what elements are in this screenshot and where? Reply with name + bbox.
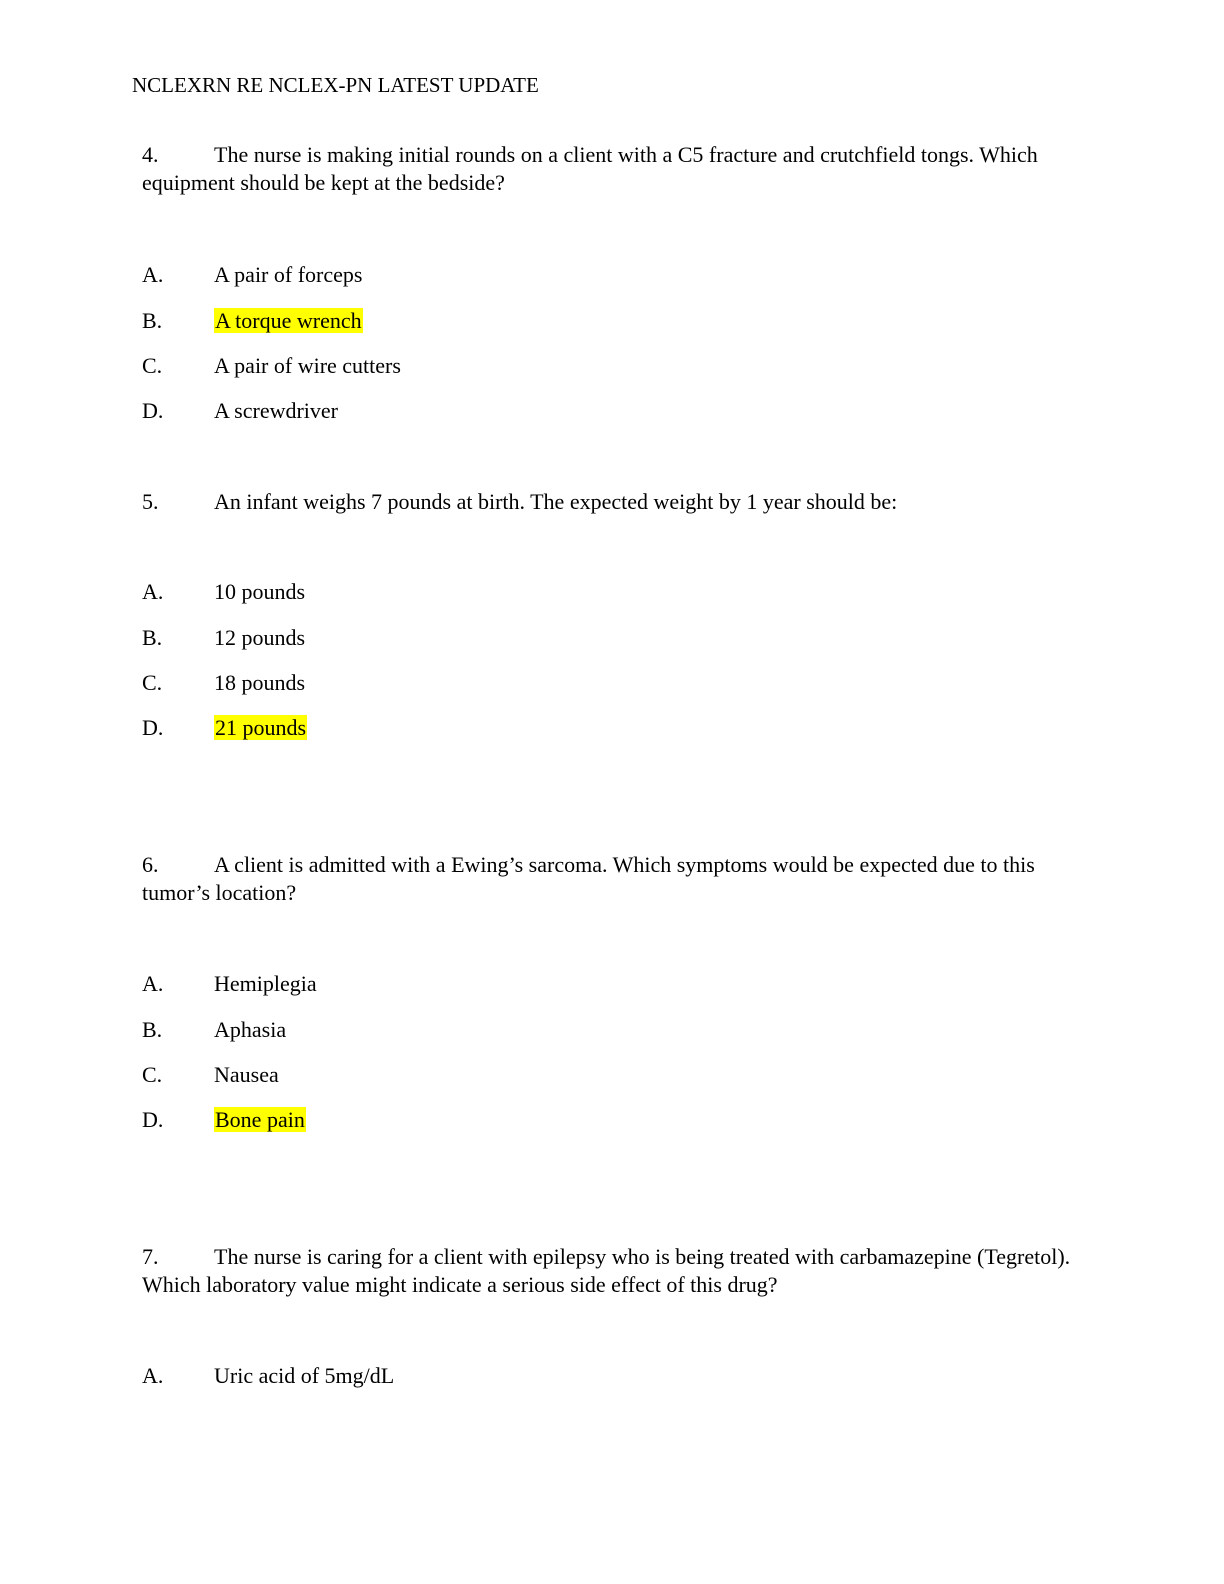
option-text: A screwdriver bbox=[214, 398, 339, 423]
question-body: An infant weighs 7 pounds at birth. The expected weight by 1 year should be: bbox=[214, 489, 898, 514]
page-header: NCLEXRN RE NCLEX-PN LATEST UPDATE bbox=[132, 73, 539, 97]
question-6 bbox=[142, 851, 1082, 907]
question-body: A client is admitted with a Ewing’s sarcoma. Which symptoms would be expected due to this tumor’s location? bbox=[142, 852, 1035, 905]
option-6b bbox=[142, 1016, 286, 1044]
option-text: A pair of wire cutters bbox=[214, 353, 401, 378]
option-5a bbox=[142, 578, 305, 606]
option-letter: B. bbox=[142, 1017, 163, 1042]
question-body: The nurse is caring for a client with epilepsy who is being treated with carbamazepine (Tegretol). Which laboratory value might indicate a serious side effect of this drug? bbox=[142, 1244, 1071, 1297]
option-text-highlighted: A torque wrench bbox=[215, 308, 362, 333]
option-text: 12 pounds bbox=[214, 625, 306, 650]
option-6a bbox=[142, 970, 317, 998]
option-text: Uric acid of 5mg/dL bbox=[214, 1363, 395, 1388]
option-text: 18 pounds bbox=[214, 670, 306, 695]
option-letter: D. bbox=[142, 715, 164, 740]
option-5d bbox=[142, 714, 307, 742]
option-5c bbox=[142, 669, 305, 697]
question-text bbox=[142, 851, 1082, 907]
option-letter: B. bbox=[142, 625, 163, 650]
option-4a bbox=[142, 261, 362, 289]
option-letter: A. bbox=[142, 1363, 164, 1388]
option-4b bbox=[142, 307, 363, 335]
option-letter: B. bbox=[142, 308, 163, 333]
option-letter: C. bbox=[142, 1062, 163, 1087]
question-number: 4. bbox=[142, 142, 159, 167]
option-text: Nausea bbox=[214, 1062, 279, 1087]
option-7a bbox=[142, 1362, 394, 1390]
question-number: 6. bbox=[142, 852, 159, 877]
option-6d bbox=[142, 1106, 306, 1134]
option-4c bbox=[142, 352, 401, 380]
question-7 bbox=[142, 1243, 1082, 1299]
option-letter: A. bbox=[142, 262, 164, 287]
option-letter: D. bbox=[142, 1107, 164, 1132]
question-body: The nurse is making initial rounds on a client with a C5 fracture and crutchfield tongs. Which equipment should be kept at the bedside? bbox=[142, 142, 1038, 195]
option-letter: C. bbox=[142, 353, 163, 378]
question-text bbox=[142, 141, 1082, 197]
question-4 bbox=[142, 141, 1082, 197]
option-letter: D. bbox=[142, 398, 164, 423]
option-text: Hemiplegia bbox=[214, 971, 317, 996]
question-text bbox=[142, 488, 1082, 516]
option-text-highlighted: 21 pounds bbox=[215, 715, 307, 740]
option-text: Aphasia bbox=[214, 1017, 287, 1042]
option-letter: A. bbox=[142, 579, 164, 604]
option-text-highlighted: Bone pain bbox=[215, 1107, 305, 1132]
option-text: A pair of forceps bbox=[214, 262, 363, 287]
option-letter: C. bbox=[142, 670, 163, 695]
question-5 bbox=[142, 488, 1082, 516]
question-number: 7. bbox=[142, 1244, 159, 1269]
option-6c bbox=[142, 1061, 279, 1089]
question-number: 5. bbox=[142, 489, 159, 514]
option-text: 10 pounds bbox=[214, 579, 306, 604]
option-letter: A. bbox=[142, 971, 164, 996]
question-text bbox=[142, 1243, 1082, 1299]
option-5b bbox=[142, 624, 305, 652]
option-4d bbox=[142, 397, 338, 425]
